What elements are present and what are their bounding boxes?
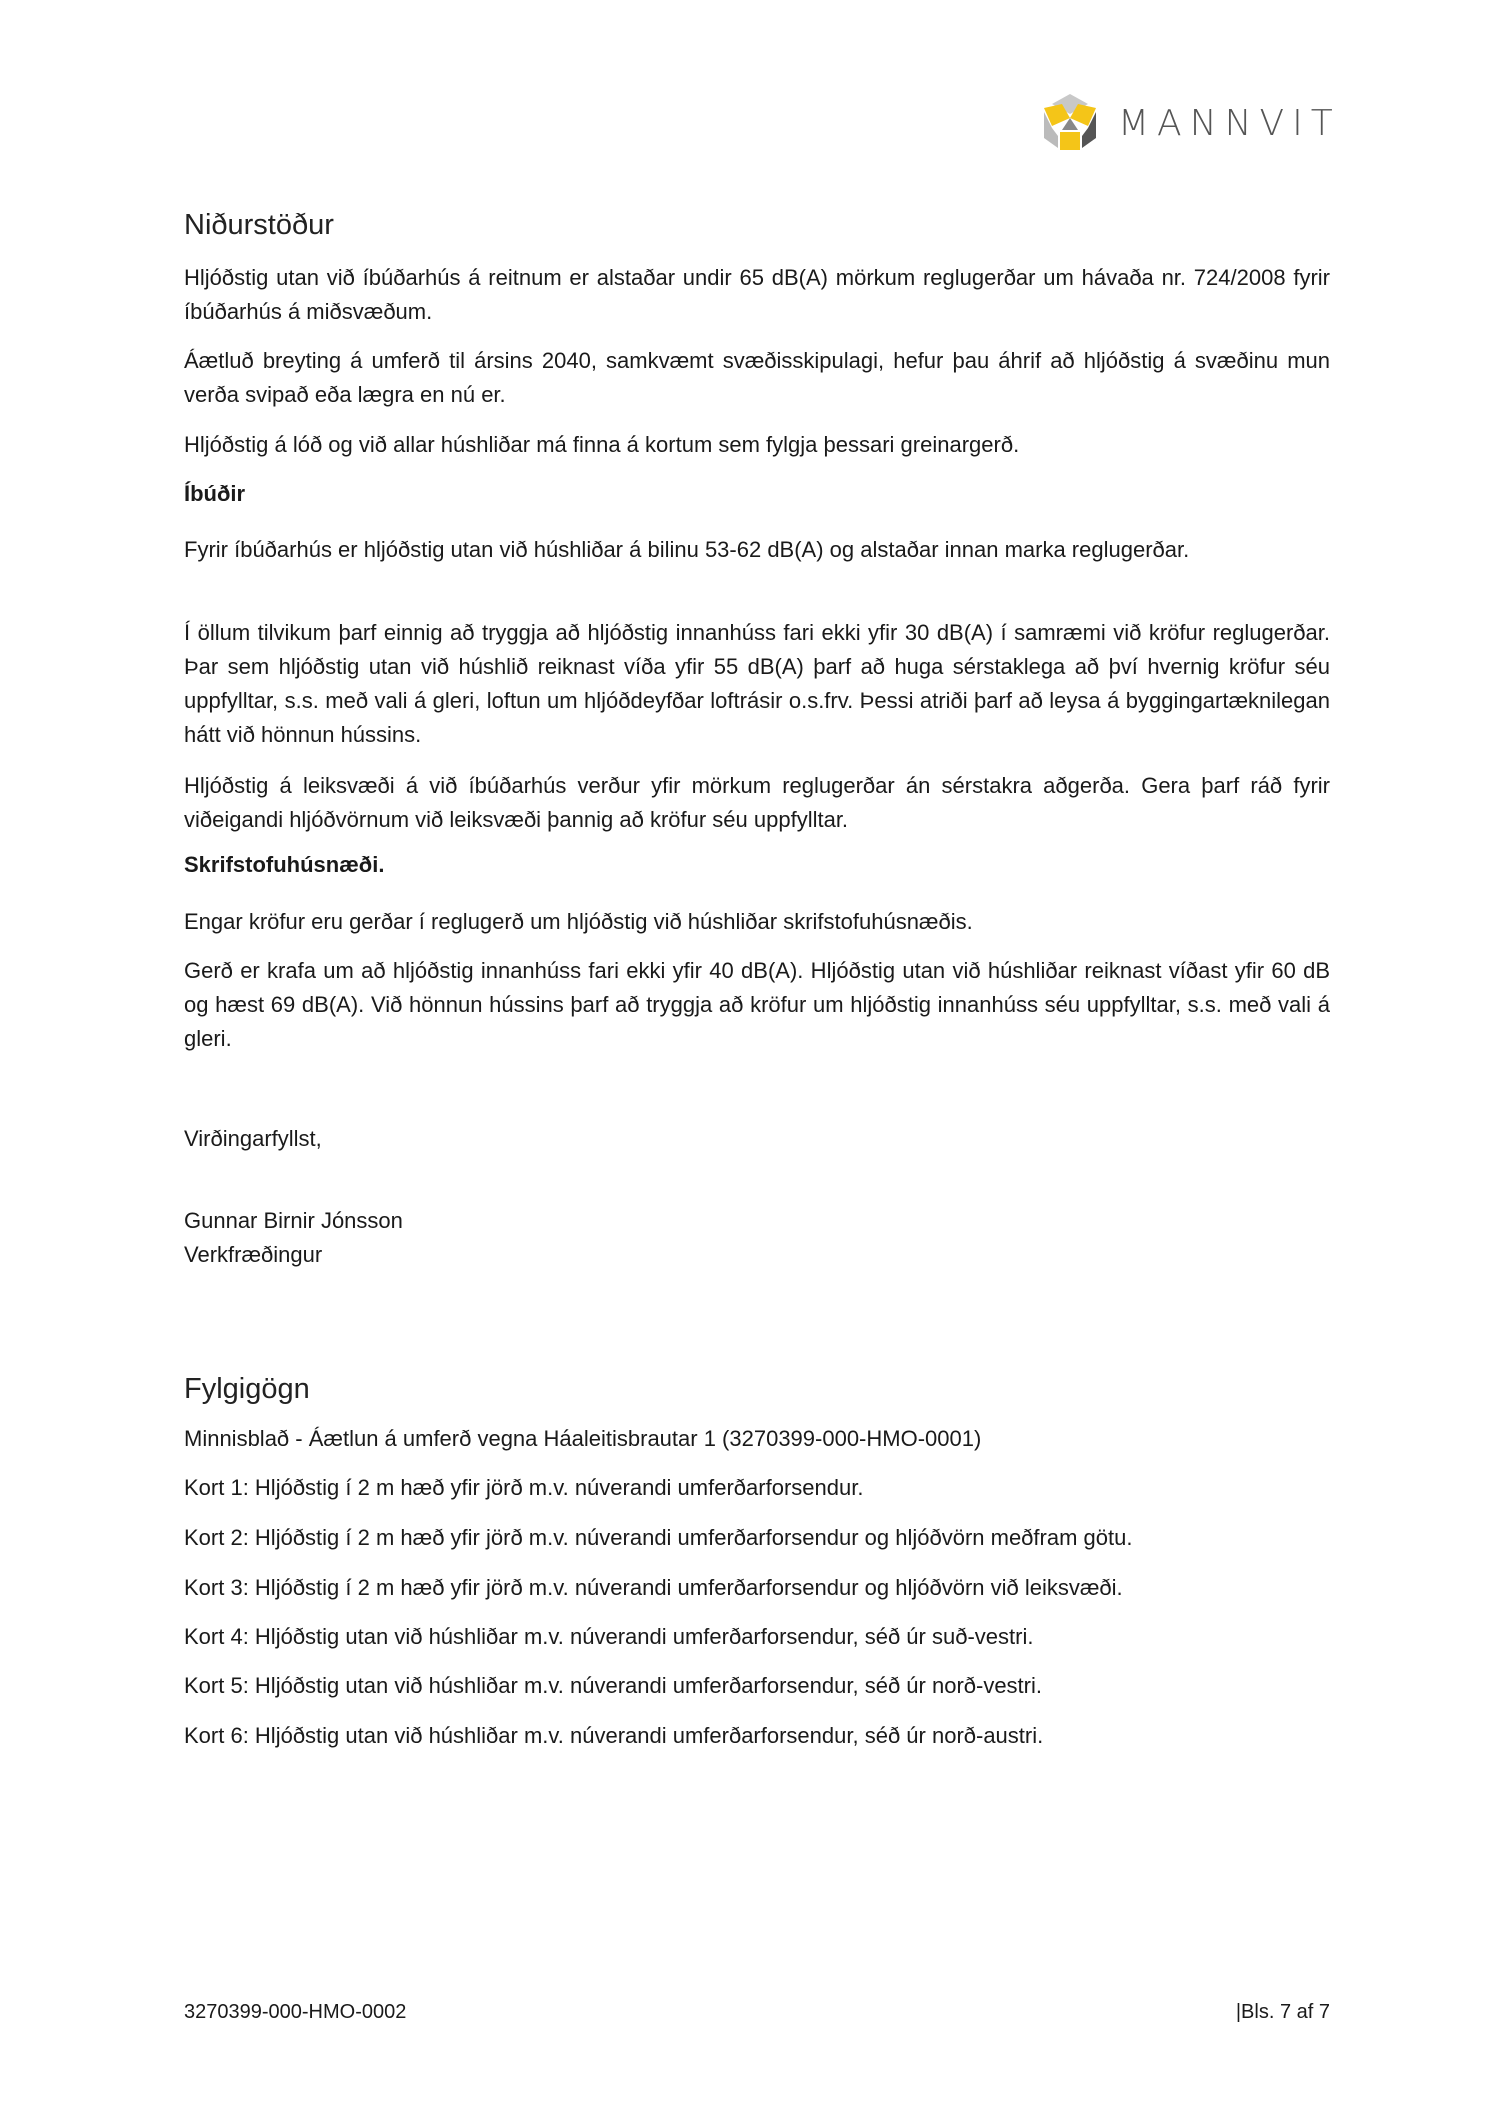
logo-cube-icon	[1040, 92, 1100, 154]
attachment-item: Kort 2: Hljóðstig í 2 m hæð yfir jörð m.v. núverandi umferðarforsendur og hljóðvörn meðfram götu.	[184, 1525, 1133, 1550]
subheading-office: Skrifstofuhúsnæði.	[184, 852, 385, 877]
signer-name: Gunnar Birnir Jónsson	[184, 1208, 403, 1233]
subheading-residential: Íbúðir	[184, 481, 246, 506]
attachment-item: Kort 6: Hljóðstig utan við húshliðar m.v. núverandi umferðarforsendur, séð úr norð-austri.	[184, 1723, 1044, 1748]
paragraph: Hljóðstig á lóð og við allar húshliðar má finna á kortum sem fylgja þessari greinargerð.	[184, 432, 1020, 457]
footer-page-number: |Bls. 7 af 7	[1235, 2001, 1330, 2023]
mannvit-logo	[1040, 92, 1341, 154]
paragraph: Engar kröfur eru gerðar í reglugerð um hljóðstig við húshliðar skrifstofuhúsnæðis.	[184, 909, 973, 934]
section-title-attachments: Fylgigögn	[184, 1373, 310, 1405]
paragraph: Áætluð breyting á umferð til ársins 2040, samkvæmt svæðisskipulagi, hefur þau áhrif að hljóðstig á svæðinu mun verða svipað eða lægra en nú er.	[184, 348, 1330, 407]
attachment-item: Kort 4: Hljóðstig utan við húshliðar m.v. núverandi umferðarforsendur, séð úr suð-vestri.	[184, 1624, 1034, 1649]
attachment-item: Kort 5: Hljóðstig utan við húshliðar m.v. núverandi umferðarforsendur, séð úr norð-vestri.	[184, 1673, 1042, 1698]
attachment-item: Minnisblað - Áætlun á umferð vegna Háaleitisbrautar 1 (3270399-000-HMO-0001)	[184, 1426, 982, 1451]
section-title-results: Niðurstöður	[184, 209, 334, 241]
paragraph: Gerð er krafa um að hljóðstig innanhúss fari ekki yfir 40 dB(A). Hljóðstig utan við húshliðar reiknast víðast yfir 60 dB og hæst 69 dB(A). Við hönnun hússins þarf að tryggja að kröfur um hljóðstig innanhúss séu uppfylltar, s.s. með vali á gleri.	[184, 958, 1330, 1051]
paragraph: Hljóðstig á leiksvæði á við íbúðarhús verður yfir mörkum reglugerðar án sérstakra aðgerða. Gera þarf ráð fyrir viðeigandi hljóðvörnum við leiksvæði þannig að kröfur séu uppfylltar.	[184, 773, 1330, 832]
closing: Virðingarfyllst,	[184, 1126, 322, 1151]
attachment-item: Kort 3: Hljóðstig í 2 m hæð yfir jörð m.v. núverandi umferðarforsendur og hljóðvörn við leiksvæði.	[184, 1575, 1123, 1600]
signer-title: Verkfræðingur	[184, 1242, 323, 1267]
paragraph: Í öllum tilvikum þarf einnig að tryggja að hljóðstig innanhúss fari ekki yfir 30 dB(A) í samræmi við kröfur reglugerðar. Þar sem hljóðstig utan við húshlið reiknast víða yfir 55 dB(A) þarf að huga sérstaklega að því hvernig kröfur séu uppfylltar, s.s. með vali á gleri, loftun um hljóðdeyfðar loftrásir o.s.frv. Þessi atriði þarf að leysa á byggingartæknilegan hátt við hönnun hússins.	[184, 620, 1330, 747]
paragraph: Hljóðstig utan við íbúðarhús á reitnum er alstaðar undir 65 dB(A) mörkum reglugerðar um hávaða nr. 724/2008 fyrir íbúðarhús á miðsvæðum.	[184, 265, 1330, 324]
footer-doc-id: 3270399-000-HMO-0002	[184, 2001, 407, 2023]
paragraph: Fyrir íbúðarhús er hljóðstig utan við húshliðar á bilinu 53-62 dB(A) og alstaðar innan marka reglugerðar.	[184, 537, 1190, 562]
attachment-item: Kort 1: Hljóðstig í 2 m hæð yfir jörð m.v. núverandi umferðarforsendur.	[184, 1475, 864, 1500]
logo-text: MANNVIT	[1118, 102, 1341, 144]
